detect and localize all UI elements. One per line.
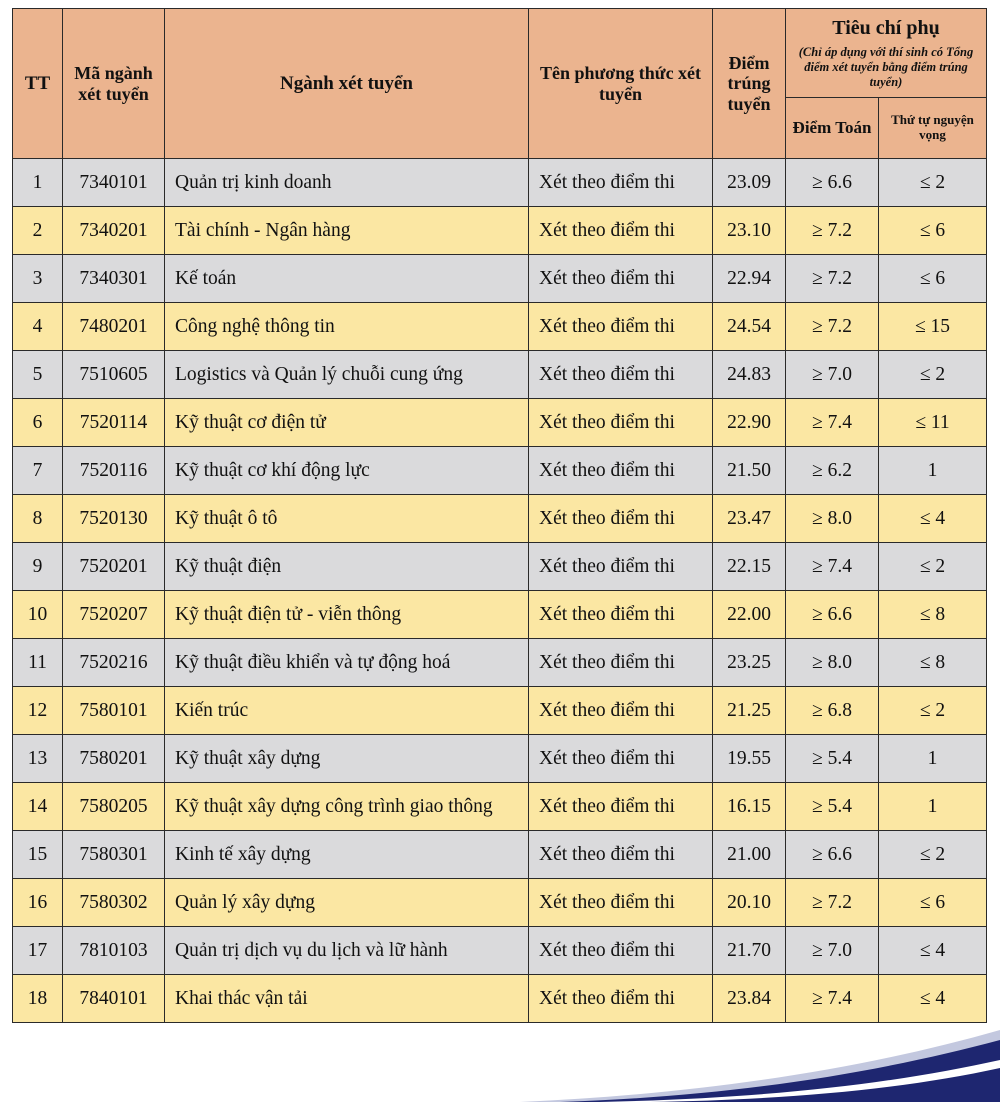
cell-cutoff-score: 20.10 — [713, 879, 786, 927]
cell-major-name: Kỹ thuật điện tử - viễn thông — [165, 591, 529, 639]
cell-cutoff-score: 23.84 — [713, 975, 786, 1023]
cell-admission-method: Xét theo điểm thi — [529, 975, 713, 1023]
header-major-code: Mã ngành xét tuyển — [63, 9, 165, 159]
cell-major-code: 7580201 — [63, 735, 165, 783]
cell-math-score: ≥ 6.8 — [786, 687, 879, 735]
cell-cutoff-score: 24.83 — [713, 351, 786, 399]
cell-major-name: Kỹ thuật điều khiển và tự động hoá — [165, 639, 529, 687]
table-row — [13, 927, 987, 975]
cell-tt: 3 — [13, 255, 63, 303]
cell-preference-order: ≤ 4 — [879, 495, 987, 543]
cell-cutoff-score: 21.25 — [713, 687, 786, 735]
cell-major-code: 7840101 — [63, 975, 165, 1023]
cell-major-name: Kỹ thuật cơ khí động lực — [165, 447, 529, 495]
cell-tt: 2 — [13, 207, 63, 255]
cell-admission-method: Xét theo điểm thi — [529, 159, 713, 207]
cell-cutoff-score: 23.47 — [713, 495, 786, 543]
cell-major-code: 7520201 — [63, 543, 165, 591]
cell-math-score: ≥ 8.0 — [786, 495, 879, 543]
cell-cutoff-score: 22.00 — [713, 591, 786, 639]
cell-cutoff-score: 21.00 — [713, 831, 786, 879]
cell-cutoff-score: 21.70 — [713, 927, 786, 975]
table-row — [13, 543, 987, 591]
cell-preference-order: ≤ 4 — [879, 927, 987, 975]
cell-major-code: 7580205 — [63, 783, 165, 831]
table-row — [13, 975, 987, 1023]
swoosh-dark-band — [560, 1040, 1000, 1102]
cell-major-code: 7480201 — [63, 303, 165, 351]
cell-major-name: Quản trị dịch vụ du lịch và lữ hành — [165, 927, 529, 975]
table-row — [13, 351, 987, 399]
cell-preference-order: ≤ 2 — [879, 543, 987, 591]
cell-admission-method: Xét theo điểm thi — [529, 255, 713, 303]
cell-major-name: Kỹ thuật xây dựng công trình giao thông — [165, 783, 529, 831]
cell-major-name: Công nghệ thông tin — [165, 303, 529, 351]
cell-tt: 17 — [13, 927, 63, 975]
cell-math-score: ≥ 6.6 — [786, 159, 879, 207]
cell-math-score: ≥ 8.0 — [786, 639, 879, 687]
cell-major-code: 7510605 — [63, 351, 165, 399]
cell-math-score: ≥ 6.6 — [786, 591, 879, 639]
cell-admission-method: Xét theo điểm thi — [529, 591, 713, 639]
cell-tt: 8 — [13, 495, 63, 543]
cell-preference-order: 1 — [879, 447, 987, 495]
cell-major-name: Kiến trúc — [165, 687, 529, 735]
cell-major-code: 7340101 — [63, 159, 165, 207]
cell-preference-order: ≤ 2 — [879, 831, 987, 879]
secondary-criteria-note: (Chỉ áp dụng với thí sinh có Tổng điểm xét tuyển bằng điểm trúng tuyển) — [798, 45, 974, 90]
table-row — [13, 735, 987, 783]
cell-major-code: 7520207 — [63, 591, 165, 639]
cell-preference-order: ≤ 2 — [879, 687, 987, 735]
swoosh-white-stripe — [600, 1060, 1000, 1102]
table-header — [13, 9, 987, 159]
cell-tt: 10 — [13, 591, 63, 639]
cell-cutoff-score: 23.25 — [713, 639, 786, 687]
cell-tt: 15 — [13, 831, 63, 879]
cell-math-score: ≥ 7.4 — [786, 399, 879, 447]
cell-preference-order: ≤ 8 — [879, 639, 987, 687]
cell-major-name: Kỹ thuật ô tô — [165, 495, 529, 543]
cell-major-code: 7580301 — [63, 831, 165, 879]
cell-tt: 6 — [13, 399, 63, 447]
cell-admission-method: Xét theo điểm thi — [529, 543, 713, 591]
cell-math-score: ≥ 7.2 — [786, 255, 879, 303]
table-row — [13, 639, 987, 687]
cell-tt: 16 — [13, 879, 63, 927]
cell-preference-order: ≤ 6 — [879, 207, 987, 255]
cell-admission-method: Xét theo điểm thi — [529, 879, 713, 927]
cell-math-score: ≥ 5.4 — [786, 783, 879, 831]
cell-admission-method: Xét theo điểm thi — [529, 639, 713, 687]
cell-tt: 11 — [13, 639, 63, 687]
cell-preference-order: ≤ 8 — [879, 591, 987, 639]
cell-cutoff-score: 22.94 — [713, 255, 786, 303]
table-row — [13, 879, 987, 927]
cell-major-name: Tài chính - Ngân hàng — [165, 207, 529, 255]
cell-math-score: ≥ 7.0 — [786, 927, 879, 975]
header-major-name: Ngành xét tuyển — [165, 9, 529, 159]
table-row — [13, 255, 987, 303]
header-math-score: Điểm Toán — [786, 98, 879, 159]
cell-math-score: ≥ 7.4 — [786, 543, 879, 591]
cell-math-score: ≥ 6.6 — [786, 831, 879, 879]
cell-major-name: Kế toán — [165, 255, 529, 303]
cell-tt: 14 — [13, 783, 63, 831]
table-row — [13, 831, 987, 879]
cell-major-code: 7520130 — [63, 495, 165, 543]
table-row — [13, 495, 987, 543]
cell-major-name: Kỹ thuật điện — [165, 543, 529, 591]
cell-admission-method: Xét theo điểm thi — [529, 735, 713, 783]
cell-admission-method: Xét theo điểm thi — [529, 303, 713, 351]
cell-tt: 1 — [13, 159, 63, 207]
table-row — [13, 399, 987, 447]
header-tt: TT — [13, 9, 63, 159]
cell-cutoff-score: 24.54 — [713, 303, 786, 351]
cell-major-code: 7520216 — [63, 639, 165, 687]
cell-admission-method: Xét theo điểm thi — [529, 399, 713, 447]
cell-tt: 9 — [13, 543, 63, 591]
table-row — [13, 591, 987, 639]
cell-admission-method: Xét theo điểm thi — [529, 783, 713, 831]
cell-major-code: 7340201 — [63, 207, 165, 255]
cell-admission-method: Xét theo điểm thi — [529, 927, 713, 975]
cell-math-score: ≥ 6.2 — [786, 447, 879, 495]
cell-major-name: Khai thác vận tải — [165, 975, 529, 1023]
header-preference-order: Thứ tự nguyện vọng — [879, 98, 987, 159]
cell-major-code: 7580101 — [63, 687, 165, 735]
cell-major-name: Kinh tế xây dựng — [165, 831, 529, 879]
cell-preference-order: ≤ 2 — [879, 351, 987, 399]
cell-math-score: ≥ 7.2 — [786, 207, 879, 255]
cell-tt: 5 — [13, 351, 63, 399]
cell-admission-method: Xét theo điểm thi — [529, 831, 713, 879]
cell-cutoff-score: 19.55 — [713, 735, 786, 783]
cell-cutoff-score: 23.09 — [713, 159, 786, 207]
cell-cutoff-score: 22.15 — [713, 543, 786, 591]
cell-cutoff-score: 23.10 — [713, 207, 786, 255]
table-row — [13, 687, 987, 735]
table-body — [13, 159, 987, 1023]
cell-math-score: ≥ 7.2 — [786, 303, 879, 351]
table-row — [13, 303, 987, 351]
cell-tt: 4 — [13, 303, 63, 351]
cell-major-name: Kỹ thuật xây dựng — [165, 735, 529, 783]
cell-math-score: ≥ 7.2 — [786, 879, 879, 927]
cell-tt: 7 — [13, 447, 63, 495]
cell-admission-method: Xét theo điểm thi — [529, 207, 713, 255]
cell-preference-order: ≤ 6 — [879, 255, 987, 303]
cell-admission-method: Xét theo điểm thi — [529, 447, 713, 495]
cell-major-name: Kỹ thuật cơ điện tử — [165, 399, 529, 447]
cell-math-score: ≥ 5.4 — [786, 735, 879, 783]
cell-major-code: 7520114 — [63, 399, 165, 447]
cell-preference-order: 1 — [879, 735, 987, 783]
table-row — [13, 207, 987, 255]
admission-score-table — [12, 8, 987, 1023]
cell-preference-order: ≤ 4 — [879, 975, 987, 1023]
cell-cutoff-score: 22.90 — [713, 399, 786, 447]
table-row — [13, 447, 987, 495]
table-row — [13, 159, 987, 207]
header-cutoff-score: Điểm trúng tuyển — [713, 9, 786, 159]
cell-major-name: Logistics và Quản lý chuỗi cung ứng — [165, 351, 529, 399]
cell-admission-method: Xét theo điểm thi — [529, 687, 713, 735]
cell-tt: 13 — [13, 735, 63, 783]
cell-cutoff-score: 21.50 — [713, 447, 786, 495]
cell-admission-method: Xét theo điểm thi — [529, 351, 713, 399]
table-row — [13, 783, 987, 831]
cell-preference-order: ≤ 2 — [879, 159, 987, 207]
cell-major-name: Quản trị kinh doanh — [165, 159, 529, 207]
cell-cutoff-score: 16.15 — [713, 783, 786, 831]
header-secondary-criteria — [786, 9, 987, 98]
cell-major-name: Quản lý xây dựng — [165, 879, 529, 927]
cell-admission-method: Xét theo điểm thi — [529, 495, 713, 543]
cell-major-code: 7580302 — [63, 879, 165, 927]
cell-preference-order: ≤ 15 — [879, 303, 987, 351]
cell-preference-order: 1 — [879, 783, 987, 831]
cell-math-score: ≥ 7.0 — [786, 351, 879, 399]
secondary-criteria-title: Tiêu chí phụ — [832, 17, 940, 39]
swoosh-light-band — [520, 1030, 1000, 1102]
cell-major-code: 7340301 — [63, 255, 165, 303]
header-admission-method: Tên phương thức xét tuyển — [529, 9, 713, 159]
cell-major-code: 7520116 — [63, 447, 165, 495]
cell-tt: 18 — [13, 975, 63, 1023]
cell-major-code: 7810103 — [63, 927, 165, 975]
cell-math-score: ≥ 7.4 — [786, 975, 879, 1023]
cell-preference-order: ≤ 6 — [879, 879, 987, 927]
cell-preference-order: ≤ 11 — [879, 399, 987, 447]
cell-tt: 12 — [13, 687, 63, 735]
